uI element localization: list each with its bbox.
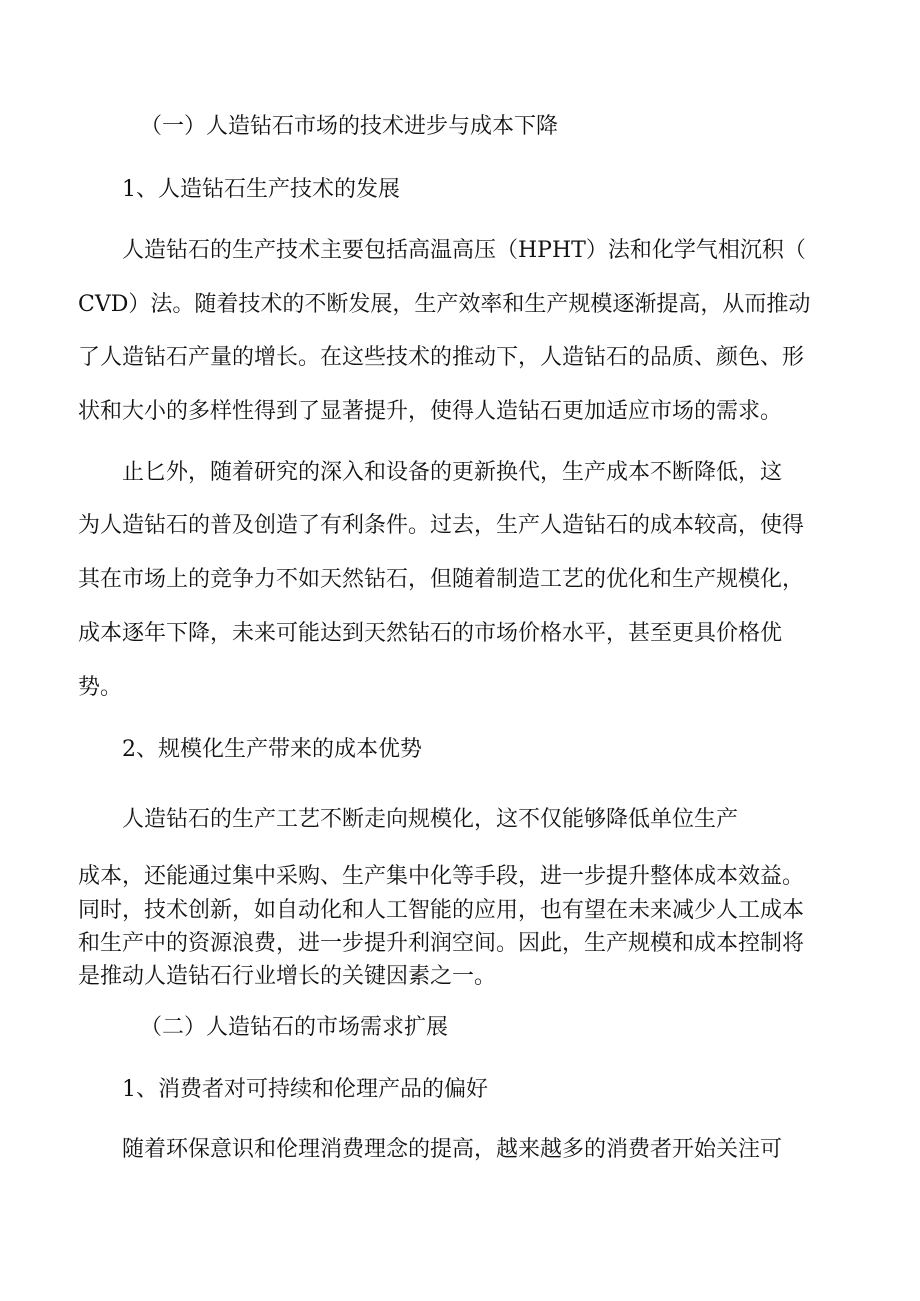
paragraph-3-line-2: 成本，还能通过集中采购、生产集中化等手段，进一步提升整体成本效益。 — [78, 864, 805, 889]
paragraph-3-line-4: 和生产中的资源浪费，进一步提升利润空间。因此，生产规模和成本控制将 — [78, 931, 805, 956]
paragraph-3-line-3: 同时，技术创新，如自动化和人工智能的应用，也有望在未来减少人工成本 — [78, 898, 805, 923]
paragraph-1-line-2: CVD）法。随着技术的不断发展，生产效率和生产规模逐渐提高，从而推动 — [78, 292, 811, 317]
paragraph-1-line-3: 了人造钻石产量的增长。在这些技术的推动下，人造钻石的品质、颜色、形 — [78, 345, 805, 370]
paragraph-2-line-2: 为人造钻石的普及创造了有利条件。过去，生产人造钻石的成本较高，使得 — [78, 513, 805, 538]
section-heading-1: （一）人造钻石市场的技术进步与成本下降 — [140, 114, 559, 139]
paragraph-2-line-1: 止匕外，随着研究的深入和设备的更新换代，生产成本不断降低，这 — [122, 460, 783, 485]
paragraph-4-line-1: 随着环保意识和伦理消费理念的提高，越来越多的消费者开始关注可 — [122, 1137, 783, 1162]
paragraph-2-line-4: 成本逐年下降，未来可能达到天然钻石的市场价格水平，甚至更具价格优 — [78, 621, 783, 646]
paragraph-2-line-5: 势。 — [78, 675, 123, 700]
section-heading-2: （二）人造钻石的市场需求扩展 — [140, 1015, 449, 1040]
paragraph-2-line-3: 其在市场上的竞争力不如天然钻石，但随着制造工艺的优化和生产规模化， — [78, 567, 805, 592]
paragraph-1-line-4: 状和大小的多样性得到了显著提升，使得人造钻石更加适应市场的需求。 — [78, 399, 783, 424]
subheading-1-1: 1、人造钻石生产技术的发展 — [122, 177, 400, 202]
subheading-2-1: 1、消费者对可持续和伦理产品的偏好 — [122, 1077, 488, 1102]
paragraph-1-line-1: 人造钻石的生产技术主要包括高温高压（HPHT）法和化学气相沉积（ — [122, 238, 806, 263]
subheading-1-2: 2、规模化生产带来的成本优势 — [122, 737, 422, 762]
paragraph-3-line-1: 人造钻石的生产工艺不断走向规模化，这不仅能够降低单位生产 — [122, 807, 739, 832]
paragraph-3-line-5: 是推动人造钻石行业增长的关键因素之一。 — [78, 964, 497, 989]
